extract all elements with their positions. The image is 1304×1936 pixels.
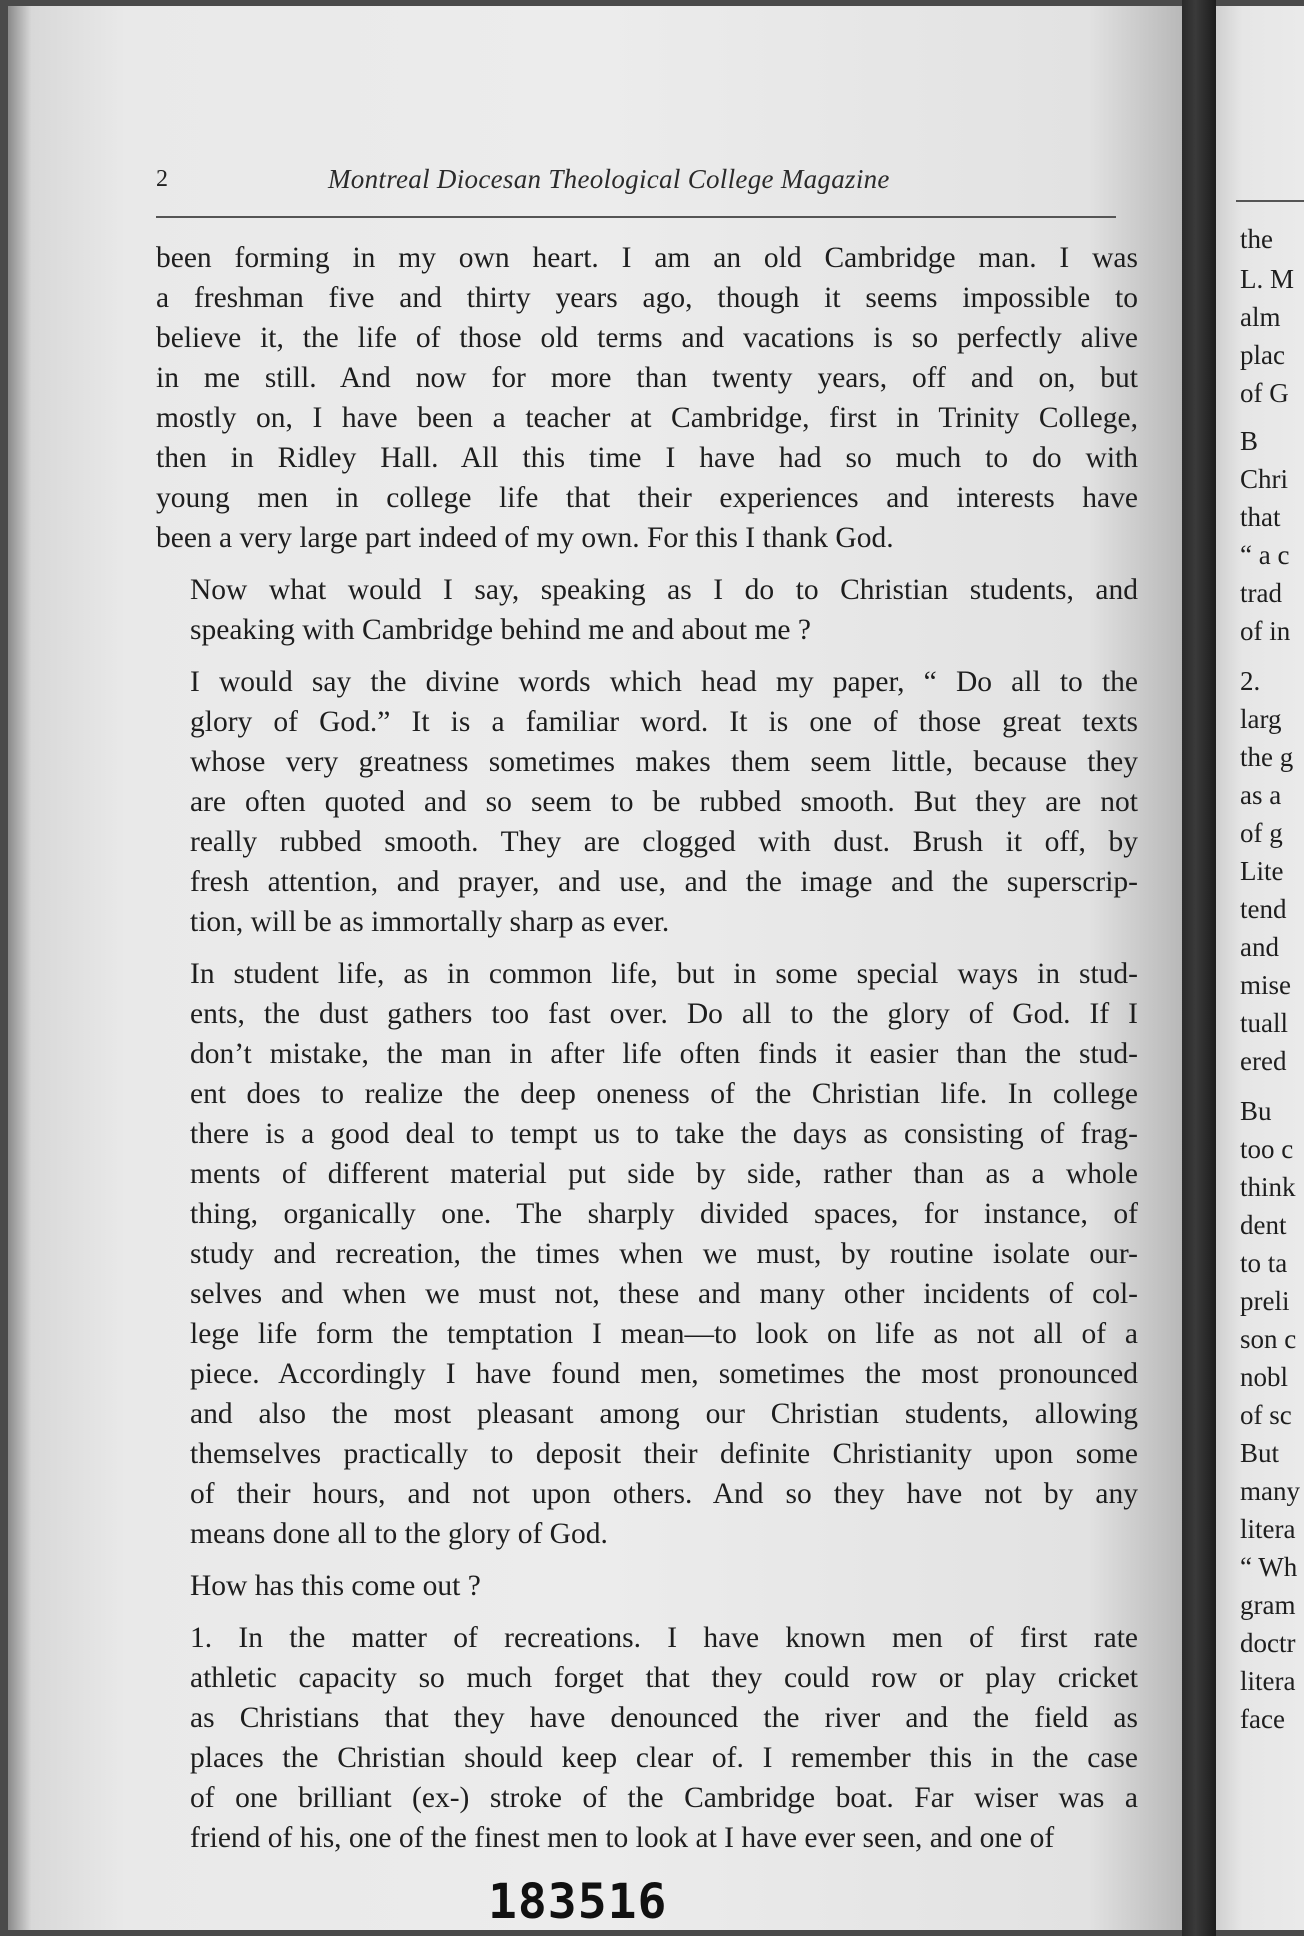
- text-line: Now what would I say, speaking as I do to Christian students, and: [190, 574, 1138, 606]
- right-page-fragment: son c: [1240, 1324, 1297, 1354]
- text-line: means done all to the glory of God.: [190, 1518, 608, 1550]
- right-page-fragment: as a: [1240, 780, 1282, 810]
- text-line: 1. In the matter of recreations. I have known men of first rate: [190, 1622, 1138, 1654]
- right-page-fragment: the: [1240, 224, 1273, 254]
- right-page-fragment: tuall: [1240, 1008, 1288, 1038]
- right-page-fragment: preli: [1240, 1286, 1290, 1316]
- text-line: of one brilliant (ex-) stroke of the Cambridge boat. Far wiser was a: [190, 1782, 1138, 1814]
- right-page-edge: [1216, 6, 1304, 1930]
- right-page-fragment: many: [1240, 1476, 1300, 1506]
- text-line: tion, will be as immortally sharp as ever.: [190, 906, 670, 938]
- accession-number-stamp: 183516: [488, 1874, 668, 1930]
- paragraph: [156, 1566, 1138, 1606]
- left-page: [8, 6, 1182, 1930]
- text-line: In student life, as in common life, but in some special ways in stud-: [190, 958, 1138, 990]
- right-page-fragment: “ a c: [1240, 540, 1290, 570]
- text-line: are often quoted and so seem to be rubbed smooth. But they are not: [190, 786, 1138, 818]
- right-page-fragment: the g: [1240, 742, 1294, 772]
- right-page-fragment: tend: [1240, 894, 1287, 924]
- text-line: I would say the divine words which head my paper, “ Do all to the: [190, 666, 1138, 698]
- text-line: don’t mistake, the man in after life often finds it easier than the stud-: [190, 1038, 1138, 1070]
- right-page-fragment: of g: [1240, 818, 1283, 848]
- right-page-fragment: L. M: [1240, 264, 1294, 294]
- paragraph: [156, 1618, 1138, 1858]
- text-line: in me still. And now for more than twenty years, off and on, but: [156, 362, 1138, 394]
- right-page-fragment: nobl: [1240, 1362, 1289, 1392]
- right-page-fragment: and: [1240, 932, 1279, 962]
- right-page-fragment: of G: [1240, 378, 1289, 408]
- text-line: piece. Accordingly I have found men, sometimes the most pronounced: [190, 1358, 1138, 1390]
- right-page-fragment: Chri: [1240, 464, 1289, 494]
- text-line: selves and when we must not, these and many other incidents of col-: [190, 1278, 1138, 1310]
- running-header: Montreal Diocesan Theological College Magazine: [328, 164, 890, 194]
- text-line: fresh attention, and prayer, and use, and the image and the superscrip-: [190, 866, 1138, 898]
- right-page-fragment: of sc: [1240, 1400, 1292, 1430]
- text-line: lege life form the temptation I mean—to look on life as not all of a: [190, 1318, 1138, 1350]
- right-page-fragment: doctr: [1240, 1628, 1296, 1658]
- right-page-fragment: face: [1240, 1704, 1285, 1734]
- header-rule: [156, 216, 1116, 218]
- right-page-fragment: dent: [1240, 1210, 1287, 1240]
- right-page-fragment: too c: [1240, 1134, 1294, 1164]
- right-page-fragment: to ta: [1240, 1248, 1288, 1278]
- right-page-fragment: litera: [1240, 1666, 1296, 1696]
- paragraph: [156, 662, 1138, 942]
- text-line: speaking with Cambridge behind me and about me ?: [190, 614, 811, 646]
- body-text: [156, 238, 1138, 1870]
- right-page-header-rule: [1236, 200, 1304, 202]
- right-page-fragment: Lite: [1240, 856, 1284, 886]
- text-line: ments of different material put side by side, rather than as a whole: [190, 1158, 1138, 1190]
- text-line: believe it, the life of those old terms and vacations is so perfectly alive: [156, 322, 1138, 354]
- text-line: places the Christian should keep clear of. I remember this in the case: [190, 1742, 1138, 1774]
- paragraph: [156, 238, 1138, 558]
- text-line: themselves practically to deposit their definite Christianity upon some: [190, 1438, 1138, 1470]
- right-page-fragment: gram: [1240, 1590, 1296, 1620]
- text-line: then in Ridley Hall. All this time I have had so much to do with: [156, 442, 1138, 474]
- text-line: friend of his, one of the finest men to look at I have ever seen, and one of: [190, 1822, 1055, 1854]
- right-page-fragment: trad: [1240, 578, 1282, 608]
- text-line: ents, the dust gathers too fast over. Do all to the glory of God. If I: [190, 998, 1138, 1030]
- text-line: young men in college life that their experiences and interests have: [156, 482, 1138, 514]
- text-line: been a very large part indeed of my own. For this I thank God.: [156, 522, 894, 554]
- text-line: been forming in my own heart. I am an old Cambridge man. I was: [156, 242, 1138, 274]
- text-line: study and recreation, the times when we must, by routine isolate our-: [190, 1238, 1138, 1270]
- right-page-fragment: litera: [1240, 1514, 1296, 1544]
- paragraph: [156, 954, 1138, 1554]
- text-line: there is a good deal to tempt us to take the days as consisting of frag-: [190, 1118, 1138, 1150]
- text-line: really rubbed smooth. They are clogged with dust. Brush it off, by: [190, 826, 1138, 858]
- right-page-fragment: that: [1240, 502, 1281, 532]
- text-line: as Christians that they have denounced the river and the field as: [190, 1702, 1138, 1734]
- text-line: a freshman five and thirty years ago, though it seems impossible to: [156, 282, 1138, 314]
- page-number: 2: [156, 166, 168, 192]
- text-line: and also the most pleasant among our Christian students, allowing: [190, 1398, 1138, 1430]
- paragraph: [156, 570, 1138, 650]
- right-page-fragment: think: [1240, 1172, 1296, 1202]
- right-page-fragment: Bu: [1240, 1096, 1272, 1126]
- right-page-fragment: mise: [1240, 970, 1291, 1000]
- text-line: How has this come out ?: [190, 1570, 481, 1602]
- text-line: athletic capacity so much forget that they could row or play cricket: [190, 1662, 1138, 1694]
- right-page-fragment: alm: [1240, 302, 1281, 332]
- right-page-fragment: 2.: [1240, 666, 1261, 696]
- book-gutter: [1182, 0, 1216, 1936]
- right-page-fragment: ered: [1240, 1046, 1287, 1076]
- text-line: glory of God.” It is a familiar word. It is one of those great texts: [190, 706, 1138, 738]
- right-page-fragment: B: [1240, 426, 1259, 456]
- text-line: whose very greatness sometimes makes them seem little, because they: [190, 746, 1138, 778]
- right-page-fragment: But: [1240, 1438, 1280, 1468]
- right-page-fragment: of in: [1240, 616, 1291, 646]
- text-line: thing, organically one. The sharply divided spaces, for instance, of: [190, 1198, 1138, 1230]
- text-line: mostly on, I have been a teacher at Cambridge, first in Trinity College,: [156, 402, 1138, 434]
- right-page-fragment: larg: [1240, 704, 1282, 734]
- right-page-fragment: plac: [1240, 340, 1285, 370]
- text-line: of their hours, and not upon others. And so they have not by any: [190, 1478, 1138, 1510]
- text-line: ent does to realize the deep oneness of the Christian life. In college: [190, 1078, 1138, 1110]
- right-page-fragment: “ Wh: [1240, 1552, 1298, 1582]
